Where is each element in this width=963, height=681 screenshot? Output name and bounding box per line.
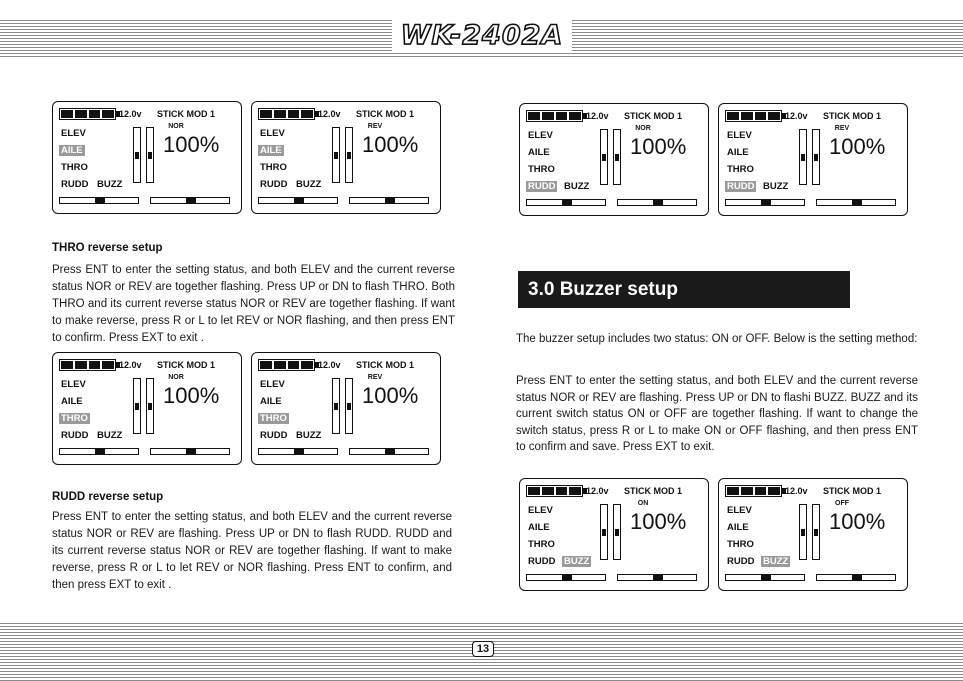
channel-thro: THRO <box>727 539 754 550</box>
trim-bar-vertical <box>812 129 820 185</box>
percent-readout: 100% <box>362 132 419 157</box>
voltage-readout: 12.0v <box>318 109 341 119</box>
voltage-readout: 12.0v <box>119 109 142 119</box>
channel-aile: AILE <box>727 147 749 158</box>
channel-thro: THRO <box>260 162 287 173</box>
percent-readout: 100% <box>829 134 886 159</box>
trim-bar-horizontal <box>150 448 230 455</box>
channel-aile: AILE <box>260 145 282 156</box>
battery-icon <box>59 359 116 371</box>
rudd-paragraph: Press ENT to enter the setting status, and both ELEV and the current reverse status NOR or REV are flashing. Press UP or DN to flash RUDD. RUDD and its current reverse status NOR or REV are together flashing. If want to make reverse, press R or L to let REV or NOR flashing. Press ENT to confirm, and then press EXT to exit . <box>52 511 452 591</box>
channel-aile: AILE <box>528 522 550 533</box>
percent-readout: 100% <box>163 132 220 157</box>
lcd-screen <box>519 478 709 591</box>
lcd-screen <box>519 103 709 216</box>
buzzer-label: BUZZ <box>763 181 789 192</box>
trim-bar-horizontal <box>349 448 429 455</box>
battery-icon <box>526 110 583 122</box>
channel-aile: AILE <box>61 145 83 156</box>
trim-bar-vertical <box>345 127 353 183</box>
trim-bar-horizontal <box>725 199 805 206</box>
channel-elev: ELEV <box>260 128 285 139</box>
trim-bar-horizontal <box>150 197 230 204</box>
trim-bar-vertical <box>332 378 340 434</box>
channel-aile: AILE <box>528 147 550 158</box>
trim-bar-horizontal <box>258 197 338 204</box>
buzzer-paragraph: Press ENT to enter the setting status, and both ELEV and the current reverse status NOR or REV are flashing. Press UP or DN to flashi BUZZ. BUZZ and its current switch status ON or OFF are together flashing. If want to change the switch status, press R or L to make ON or OFF flashing, and then press ENT to confirm and save. Press EXT to exit. <box>516 375 918 453</box>
battery-icon <box>59 108 116 120</box>
buzzer-label: BUZZ <box>97 430 123 441</box>
brand-logo: WK-2402A <box>392 19 572 51</box>
channel-elev: ELEV <box>260 379 285 390</box>
channel-elev: ELEV <box>727 130 752 141</box>
channel-elev: ELEV <box>61 128 86 139</box>
trim-bar-horizontal <box>59 197 139 204</box>
voltage-readout: 12.0v <box>586 111 609 121</box>
stick-mode-label: STICK MOD 1 <box>356 109 415 119</box>
voltage-readout: 12.0v <box>586 486 609 496</box>
channel-rudd: RUDD <box>528 556 556 567</box>
rudd-heading: RUDD reverse setup <box>52 491 164 503</box>
percent-readout: 100% <box>829 509 886 534</box>
channel-thro: THRO <box>61 413 88 424</box>
reverse-status: REV <box>834 125 850 132</box>
trim-bar-vertical <box>332 127 340 183</box>
stick-mode-label: STICK MOD 1 <box>624 111 683 121</box>
trim-bar-vertical <box>133 378 141 434</box>
buzzer-label: BUZZ <box>97 179 123 190</box>
channel-elev: ELEV <box>727 505 752 516</box>
channel-thro: THRO <box>528 164 555 175</box>
percent-readout: 100% <box>630 509 687 534</box>
battery-icon <box>725 485 782 497</box>
battery-icon <box>258 108 315 120</box>
buzzer-label: BUZZ <box>564 556 590 567</box>
voltage-readout: 12.0v <box>119 360 142 370</box>
trim-bar-horizontal <box>59 448 139 455</box>
trim-bar-vertical <box>146 378 154 434</box>
battery-icon <box>725 110 782 122</box>
trim-bar-horizontal <box>349 197 429 204</box>
section-title-bar <box>518 271 850 308</box>
channel-rudd: RUDD <box>528 181 556 192</box>
channel-rudd: RUDD <box>260 430 288 441</box>
reverse-status: NOR <box>635 125 651 132</box>
trim-bar-vertical <box>345 378 353 434</box>
percent-readout: 100% <box>362 383 419 408</box>
reverse-status: ON <box>637 500 649 507</box>
section-title: 3.0 Buzzer setup <box>528 278 678 300</box>
stick-mode-label: STICK MOD 1 <box>356 360 415 370</box>
buzzer-label: BUZZ <box>763 556 789 567</box>
channel-thro: THRO <box>260 413 287 424</box>
page-number: 13 <box>472 641 494 657</box>
channel-elev: ELEV <box>528 505 553 516</box>
buzzer-label: BUZZ <box>296 179 322 190</box>
battery-icon <box>526 485 583 497</box>
trim-bar-horizontal <box>526 574 606 581</box>
stick-mode-label: STICK MOD 1 <box>157 360 216 370</box>
trim-bar-horizontal <box>816 574 896 581</box>
trim-bar-vertical <box>613 129 621 185</box>
trim-bar-horizontal <box>617 199 697 206</box>
lcd-screen <box>718 478 908 591</box>
reverse-status: OFF <box>835 500 849 507</box>
lcd-screen <box>251 101 441 214</box>
trim-bar-vertical <box>613 504 621 560</box>
voltage-readout: 12.0v <box>785 486 808 496</box>
trim-bar-vertical <box>600 129 608 185</box>
channel-elev: ELEV <box>528 130 553 141</box>
battery-icon <box>258 359 315 371</box>
channel-rudd: RUDD <box>260 179 288 190</box>
buzzer-label: BUZZ <box>564 181 590 192</box>
channel-thro: THRO <box>528 539 555 550</box>
trim-bar-vertical <box>812 504 820 560</box>
trim-bar-horizontal <box>526 199 606 206</box>
trim-bar-horizontal <box>816 199 896 206</box>
reverse-status: NOR <box>168 374 184 381</box>
reverse-status: REV <box>367 123 383 130</box>
trim-bar-horizontal <box>258 448 338 455</box>
channel-aile: AILE <box>260 396 282 407</box>
percent-readout: 100% <box>163 383 220 408</box>
channel-thro: THRO <box>61 162 88 173</box>
trim-bar-vertical <box>799 129 807 185</box>
trim-bar-vertical <box>600 504 608 560</box>
lcd-screen <box>251 352 441 465</box>
stick-mode-label: STICK MOD 1 <box>157 109 216 119</box>
channel-rudd: RUDD <box>61 430 89 441</box>
channel-rudd: RUDD <box>61 179 89 190</box>
trim-bar-vertical <box>146 127 154 183</box>
trim-bar-horizontal <box>725 574 805 581</box>
stick-mode-label: STICK MOD 1 <box>624 486 683 496</box>
percent-readout: 100% <box>630 134 687 159</box>
voltage-readout: 12.0v <box>785 111 808 121</box>
voltage-readout: 12.0v <box>318 360 341 370</box>
channel-rudd: RUDD <box>727 556 755 567</box>
channel-aile: AILE <box>61 396 83 407</box>
lcd-screen <box>52 101 242 214</box>
buzzer-intro: The buzzer setup includes two status: ON or OFF. Below is the setting method: <box>516 333 918 345</box>
stick-mode-label: STICK MOD 1 <box>823 486 882 496</box>
trim-bar-horizontal <box>617 574 697 581</box>
lcd-screen <box>52 352 242 465</box>
trim-bar-vertical <box>799 504 807 560</box>
channel-thro: THRO <box>727 164 754 175</box>
channel-rudd: RUDD <box>727 181 755 192</box>
reverse-status: REV <box>367 374 383 381</box>
stick-mode-label: STICK MOD 1 <box>823 111 882 121</box>
thro-heading: THRO reverse setup <box>52 242 163 254</box>
channel-aile: AILE <box>727 522 749 533</box>
reverse-status: NOR <box>168 123 184 130</box>
channel-elev: ELEV <box>61 379 86 390</box>
thro-paragraph: Press ENT to enter the setting status, and both ELEV and the current reverse status NOR or REV are together flashing. Press UP or DN to flash THRO. Both THRO and its current reverse status NOR or REV are together flashing. If want to make reverse, press R or L to let REV or NOR flashing, and then press ENT to confirm. Press EXT to exit . <box>52 264 455 344</box>
buzzer-label: BUZZ <box>296 430 322 441</box>
trim-bar-vertical <box>133 127 141 183</box>
lcd-screen <box>718 103 908 216</box>
